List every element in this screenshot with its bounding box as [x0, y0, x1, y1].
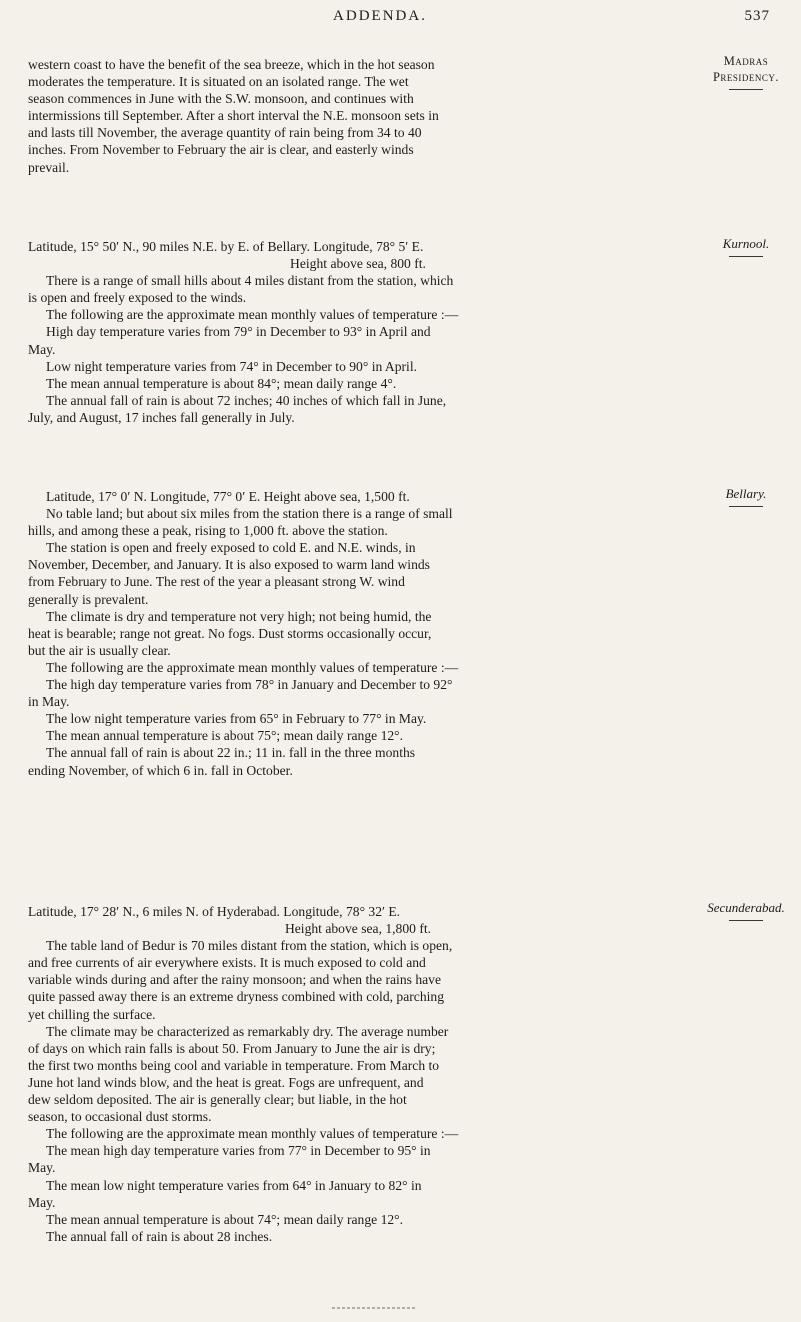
text-line: is open and freely exposed to the winds. [28, 290, 247, 306]
printer-ornament [330, 1306, 418, 1310]
text-line: hills, and among these a peak, rising to 1,000 ft. above the station. [28, 523, 388, 539]
section-kurnool [28, 238, 688, 426]
text-line: Latitude, 17° 28′ N., 6 miles N. of Hyderabad. Longitude, 78° 32′ E. [28, 904, 401, 919]
text-line: The following are the approximate mean monthly values of temperature :— [46, 1126, 459, 1142]
text-line: Height above sea, 1,800 ft. [284, 921, 432, 937]
text-line: prevail. [28, 159, 70, 175]
text-line: The climate may be characterized as remarkably dry. The average number [46, 1023, 449, 1039]
text-line: The annual fall of rain is about 72 inches; 40 inches of which fall in June, [46, 392, 447, 408]
text-line: of days on which rain falls is about 50. From January to June the air is dry; [28, 1040, 436, 1056]
text-line: The high day temperature varies from 78° in January and December to 92° [46, 677, 453, 693]
text-line: ending November, of which 6 in. fall in October. [28, 762, 293, 778]
text-line: The table land of Bedur is 70 miles distant from the station, which is open, [46, 938, 453, 954]
text-line: The mean low night temperature varies from 64° in January to 82° in [46, 1177, 422, 1193]
text-line: variable winds during and after the rainy monsoon; and when the rains have [28, 972, 441, 988]
text-line: No table land; but about six miles from the station there is a range of small [46, 506, 453, 522]
text-line: in May. [28, 694, 70, 710]
text-line: November, December, and January. It is also exposed to warm land winds [28, 557, 430, 573]
sidenote-bellary [695, 486, 797, 507]
sidenote-bellary-label: Bellary. [725, 486, 767, 501]
text-line: quite passed away there is an extreme dryness combined with cold, parching [28, 989, 444, 1005]
text-line: and lasts till November, the average quantity of rain being from 34 to 40 [28, 125, 422, 141]
intro-paragraph [28, 56, 688, 176]
text-line: The mean annual temperature is about 75°; mean daily range 12°. [46, 728, 404, 744]
text-line: High day temperature varies from 79° in December to 93° in April and [46, 324, 431, 340]
text-line: and free currents of air everywhere exists. It is much exposed to cold and [28, 955, 426, 971]
text-line: Height above sea, 800 ft. [290, 256, 426, 272]
sidenote-madras-presidency [695, 53, 797, 90]
text-line: from February to June. The rest of the year a pleasant strong W. wind [28, 574, 405, 590]
text-line: the first two months being cool and variable in temperature. From March to [28, 1057, 440, 1073]
sidenote-madras-line1: Madras [723, 54, 769, 68]
running-title: ADDENDA. [333, 8, 427, 24]
sidenote-rule [729, 920, 763, 921]
sidenote-rule [729, 506, 763, 507]
text-line: season, to occasional dust storms. [28, 1109, 212, 1125]
sidenote-secunderabad-label: Secunderabad. [707, 900, 785, 915]
text-line: The station is open and freely exposed to cold E. and N.E. winds, in [46, 540, 416, 556]
text-line: but the air is usually clear. [28, 642, 171, 658]
text-line: The climate is dry and temperature not very high; not being humid, the [46, 608, 432, 624]
section-bellary [28, 488, 688, 779]
text-line: July, and August, 17 inches fall generally in July. [28, 409, 295, 425]
text-line: season commences in June with the S.W. monsoon, and continues with [28, 91, 414, 107]
text-line: western coast to have the benefit of the sea breeze, which in the hot season [28, 57, 435, 72]
running-head [0, 8, 801, 32]
text-line: The following are the approximate mean monthly values of temperature :— [46, 307, 459, 323]
text-line: May. [28, 1194, 56, 1210]
text-line: Latitude, 17° 0′ N. Longitude, 77° 0′ E. Height above sea, 1,500 ft. [46, 489, 410, 504]
text-line: The annual fall of rain is about 28 inches. [46, 1228, 273, 1244]
text-line: May. [28, 341, 56, 357]
sidenote-kurnool-label: Kurnool. [722, 236, 770, 251]
page-number: 537 [744, 8, 770, 24]
text-line: The mean annual temperature is about 84°; mean daily range 4°. [46, 375, 397, 391]
text-line: Latitude, 15° 50′ N., 90 miles N.E. by E. of Bellary. Longitude, 78° 5′ E. [28, 239, 424, 254]
text-line: The mean high day temperature varies from 77° in December to 95° in [46, 1143, 431, 1159]
section-secunderabad [28, 903, 688, 1245]
text-line: heat is bearable; range not great. No fogs. Dust storms occasionally occur, [28, 625, 432, 641]
text-line: Low night temperature varies from 74° in December to 90° in April. [46, 358, 418, 374]
text-line: There is a range of small hills about 4 miles distant from the station, which [46, 273, 454, 289]
sidenote-rule [729, 256, 763, 257]
text-line: May. [28, 1160, 56, 1176]
text-line: generally is prevalent. [28, 591, 149, 607]
text-line: inches. From November to February the air is clear, and easterly winds [28, 142, 414, 158]
text-line: moderates the temperature. It is situated on an isolated range. The wet [28, 74, 409, 90]
text-line: The low night temperature varies from 65° in February to 77° in May. [46, 711, 427, 727]
text-line: The following are the approximate mean monthly values of temperature :— [46, 659, 459, 675]
sidenote-secunderabad [695, 900, 797, 921]
sidenote-madras-line2: Presidency. [712, 70, 780, 84]
text-line: intermissions till September. After a short interval the N.E. monsoon sets in [28, 108, 439, 124]
text-line: The mean annual temperature is about 74°; mean daily range 12°. [46, 1211, 404, 1227]
text-line: dew seldom deposited. The air is generally clear; but liable, in the hot [28, 1092, 407, 1108]
text-line: yet chilling the surface. [28, 1006, 156, 1022]
text-line: The annual fall of rain is about 22 in.; 11 in. fall in the three months [46, 745, 416, 761]
sidenote-kurnool [695, 236, 797, 257]
text-line: June hot land winds blow, and the heat is great. Fogs are unfrequent, and [28, 1074, 424, 1090]
sidenote-rule [729, 89, 763, 90]
